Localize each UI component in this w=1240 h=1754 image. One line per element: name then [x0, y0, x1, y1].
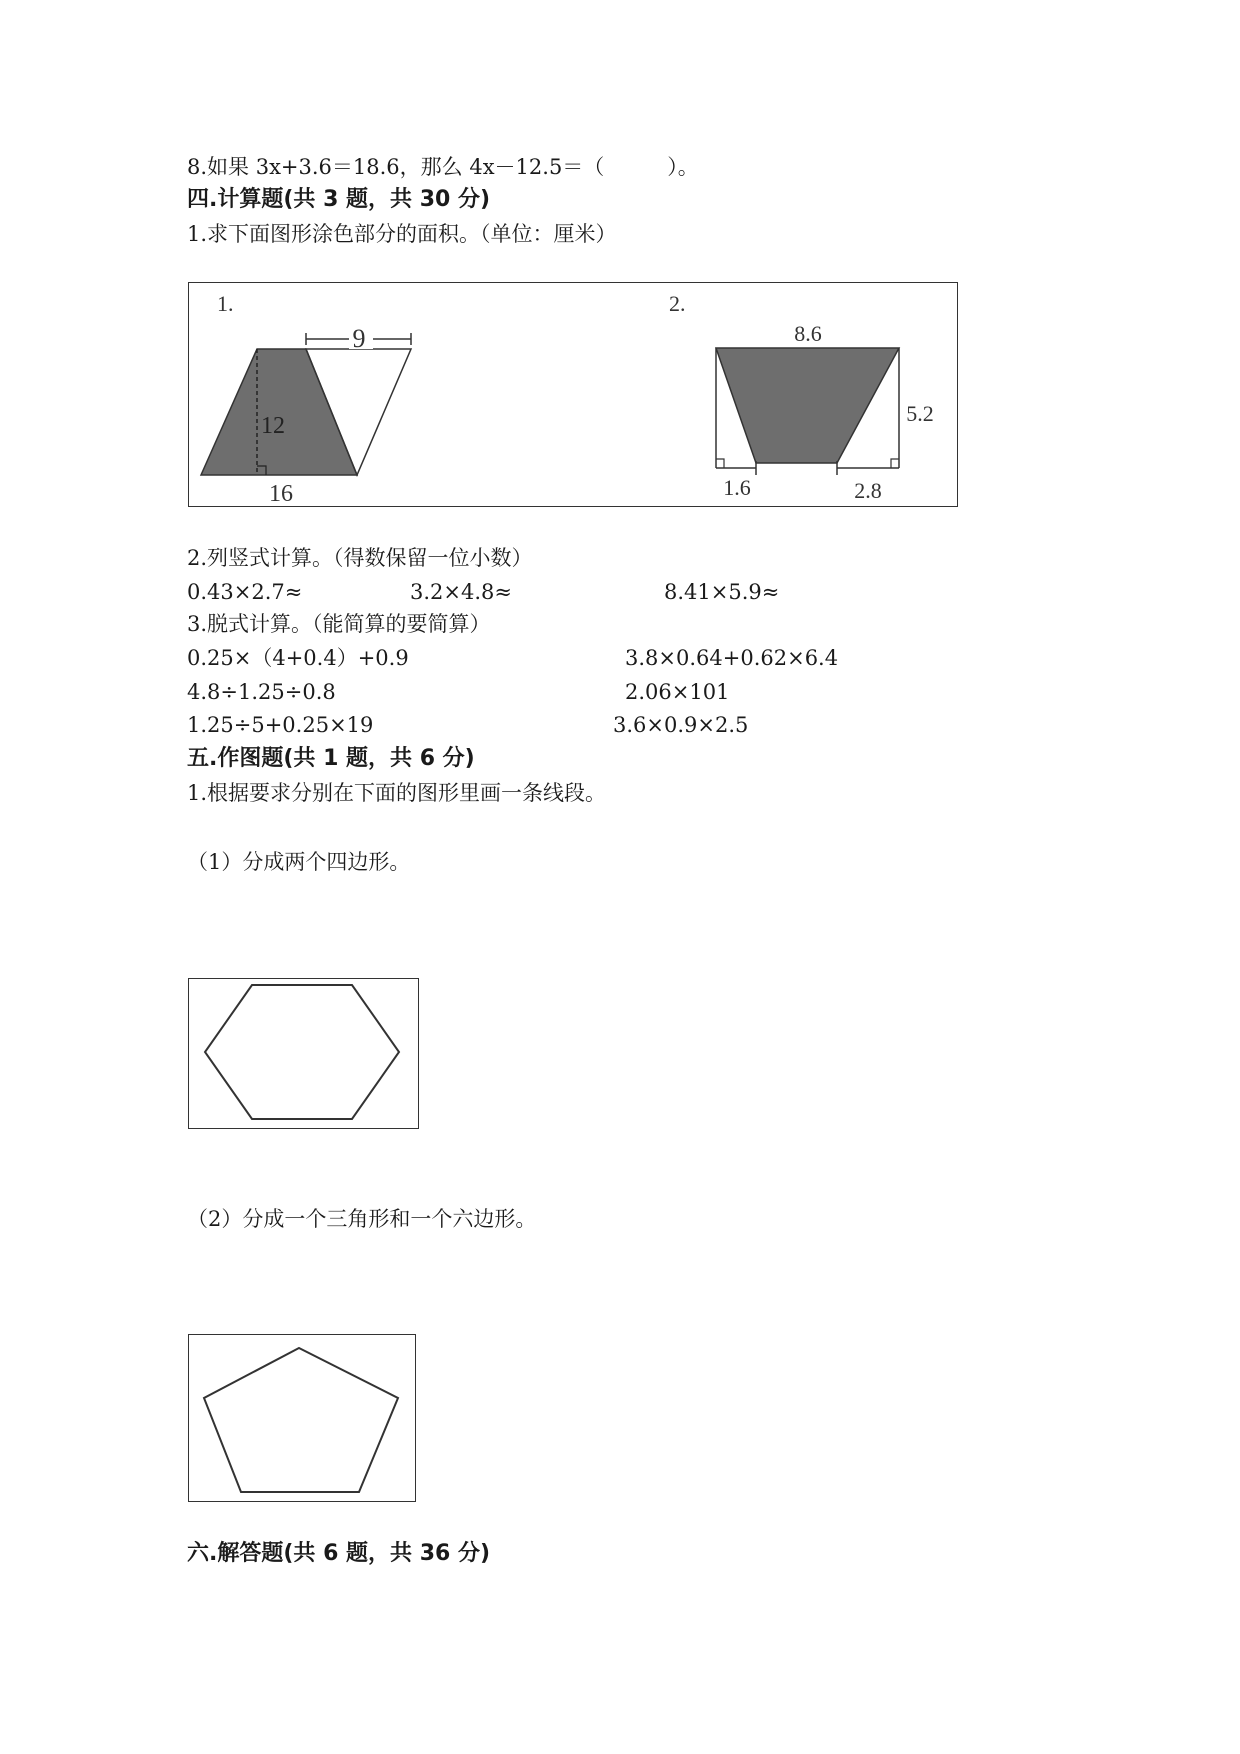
expr-3-left: 1.25÷5+0.25×19 [187, 713, 374, 737]
expr-1-left: 0.25×（4+0.4）+0.9 [187, 646, 409, 670]
section-4-question-1: 1.求下面图形涂色部分的面积。（单位：厘米） [187, 222, 617, 246]
base-label: 16 [269, 481, 293, 505]
section-4-question-3: 3.脱式计算。（能简算的要简算） [187, 612, 491, 636]
shaded-trapezoid-2 [716, 348, 899, 463]
expr-2-right: 2.06×101 [625, 680, 730, 704]
calc-item-3: 8.41×5.9≈ [664, 580, 780, 604]
height-label: 12 [261, 413, 285, 439]
area-figures-box [188, 282, 958, 507]
section-6-heading: 六.解答题(共 6 题，共 36 分) [187, 1541, 491, 1566]
section-5-part-2: （2）分成一个三角形和一个六边形。 [187, 1207, 537, 1231]
figure-1-label: 1. [217, 291, 234, 316]
section-4-heading: 四.计算题(共 3 题，共 30 分) [187, 187, 491, 212]
hexagon [205, 985, 399, 1119]
figure-2-label: 2. [669, 291, 686, 316]
top-base-label: 8.6 [794, 321, 822, 346]
right-length-label: 2.8 [854, 478, 882, 503]
section-5-question-1: 1.根据要求分别在下面的图形里画一条线段。 [187, 781, 607, 805]
expr-2-left: 4.8÷1.25÷0.8 [187, 680, 336, 704]
expr-1-right: 3.8×0.64+0.62×6.4 [625, 646, 839, 670]
right-angle-mark-right [891, 459, 899, 468]
pentagon [204, 1348, 398, 1492]
section-5-part-1: （1）分成两个四边形。 [187, 850, 411, 874]
height-label-2: 5.2 [906, 401, 934, 426]
calc-item-2: 3.2×4.8≈ [410, 580, 512, 604]
area-figures [189, 283, 956, 505]
shaded-trapezoid [201, 349, 357, 475]
right-angle-mark-left [716, 459, 724, 468]
pentagon-shape [189, 1335, 414, 1500]
expr-3-right: 3.6×0.9×2.5 [613, 713, 749, 737]
section-5-heading: 五.作图题(共 1 题，共 6 分) [187, 746, 475, 771]
left-length-label: 1.6 [723, 475, 751, 500]
question-8: 8.如果 3x+3.6＝18.6，那么 4x－12.5＝（ ）。 [187, 155, 699, 179]
hexagon-box [188, 978, 419, 1129]
dim-top-label: 9 [352, 324, 366, 353]
section-4-question-2: 2.列竖式计算。（得数保留一位小数） [187, 546, 533, 570]
calc-item-1: 0.43×2.7≈ [187, 580, 303, 604]
hexagon-shape [189, 979, 417, 1127]
pentagon-box [188, 1334, 416, 1502]
